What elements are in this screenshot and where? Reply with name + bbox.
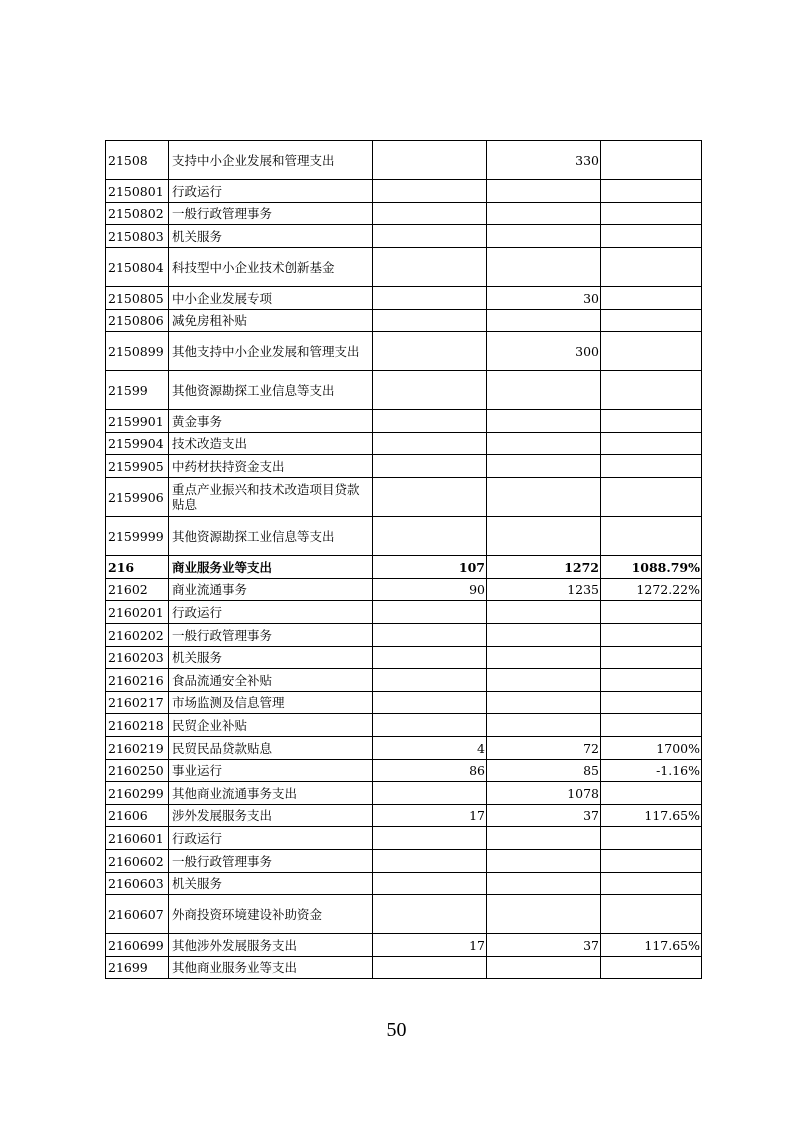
- value-2020-cell: 330: [487, 141, 601, 180]
- name-cell: 商业服务业等支出: [169, 556, 373, 579]
- table-row: [106, 141, 702, 180]
- code-cell: 2160699: [106, 934, 169, 957]
- table-row: [106, 248, 702, 287]
- value-2019-cell: [373, 225, 487, 248]
- code-cell: 2160603: [106, 873, 169, 895]
- page-number: 50: [386, 1019, 407, 1041]
- change-rate-cell: [601, 203, 702, 225]
- value-2019-cell: [373, 180, 487, 203]
- change-rate-cell: [601, 248, 702, 287]
- code-cell: 2160217: [106, 692, 169, 714]
- value-2019-cell: 86: [373, 760, 487, 782]
- table-row: [106, 805, 702, 827]
- name-cell: 机关服务: [169, 225, 373, 248]
- value-2020-cell: [487, 225, 601, 248]
- value-2019-cell: 107: [373, 556, 487, 579]
- name-cell: 民贸企业补贴: [169, 714, 373, 737]
- value-2019-cell: [373, 647, 487, 669]
- table-row: [106, 332, 702, 371]
- name-cell: 事业运行: [169, 760, 373, 782]
- code-cell: 2150801: [106, 180, 169, 203]
- name-cell: 重点产业振兴和技术改造项目贷款贴息: [169, 478, 373, 517]
- value-2020-cell: 1078: [487, 782, 601, 805]
- value-2019-cell: [373, 410, 487, 433]
- change-rate-cell: [601, 624, 702, 647]
- name-cell: 商业流通事务: [169, 579, 373, 601]
- code-cell: 2160299: [106, 782, 169, 805]
- name-cell: 涉外发展服务支出: [169, 805, 373, 827]
- value-2019-cell: [373, 827, 487, 850]
- table-row: [106, 873, 702, 895]
- change-rate-cell: [601, 957, 702, 979]
- value-2019-cell: [373, 714, 487, 737]
- change-rate-cell: [601, 332, 702, 371]
- name-cell: 市场监测及信息管理: [169, 692, 373, 714]
- table-row: [106, 433, 702, 455]
- change-rate-cell: [601, 827, 702, 850]
- table-row: [106, 287, 702, 310]
- table-row: [106, 371, 702, 410]
- table-row: [106, 517, 702, 556]
- table-row: [106, 310, 702, 332]
- value-2020-cell: [487, 669, 601, 692]
- value-2020-cell: [487, 203, 601, 225]
- value-2019-cell: [373, 248, 487, 287]
- code-cell: 2159904: [106, 433, 169, 455]
- code-cell: 2160218: [106, 714, 169, 737]
- table-row: [106, 647, 702, 669]
- name-cell: 其他资源勘探工业信息等支出: [169, 371, 373, 410]
- value-2020-cell: [487, 850, 601, 873]
- name-cell: 黄金事务: [169, 410, 373, 433]
- value-2020-cell: [487, 410, 601, 433]
- value-2019-cell: [373, 895, 487, 934]
- name-cell: 民贸民品贷款贴息: [169, 737, 373, 760]
- name-cell: 科技型中小企业技术创新基金: [169, 248, 373, 287]
- code-cell: 2159906: [106, 478, 169, 517]
- value-2019-cell: [373, 692, 487, 714]
- table-body: [106, 141, 702, 979]
- value-2020-cell: [487, 248, 601, 287]
- table-row: [106, 478, 702, 517]
- value-2019-cell: [373, 332, 487, 371]
- value-2020-cell: [487, 455, 601, 478]
- value-2020-cell: [487, 433, 601, 455]
- change-rate-cell: [601, 287, 702, 310]
- value-2020-cell: [487, 873, 601, 895]
- change-rate-cell: [601, 782, 702, 805]
- change-rate-cell: [601, 310, 702, 332]
- table-row: [106, 737, 702, 760]
- name-cell: 中小企业发展专项: [169, 287, 373, 310]
- change-rate-cell: [601, 601, 702, 624]
- value-2019-cell: 90: [373, 579, 487, 601]
- table-row: [106, 669, 702, 692]
- value-2020-cell: 37: [487, 805, 601, 827]
- change-rate-cell: [601, 873, 702, 895]
- value-2019-cell: [373, 517, 487, 556]
- name-cell: 其他资源勘探工业信息等支出: [169, 517, 373, 556]
- table-row: [106, 579, 702, 601]
- name-cell: 其他商业流通事务支出: [169, 782, 373, 805]
- value-2020-cell: 37: [487, 934, 601, 957]
- name-cell: 一般行政管理事务: [169, 203, 373, 225]
- value-2019-cell: [373, 601, 487, 624]
- code-cell: 2150804: [106, 248, 169, 287]
- code-cell: 2159905: [106, 455, 169, 478]
- value-2019-cell: [373, 850, 487, 873]
- table-row: [106, 827, 702, 850]
- value-2020-cell: [487, 517, 601, 556]
- table-row: [106, 895, 702, 934]
- code-cell: 2159901: [106, 410, 169, 433]
- table-row: [106, 203, 702, 225]
- value-2020-cell: [487, 895, 601, 934]
- change-rate-cell: 117.65%: [601, 934, 702, 957]
- value-2019-cell: [373, 433, 487, 455]
- name-cell: 减免房租补贴: [169, 310, 373, 332]
- table-row: [106, 934, 702, 957]
- change-rate-cell: 1088.79%: [601, 556, 702, 579]
- name-cell: 机关服务: [169, 647, 373, 669]
- value-2020-cell: [487, 624, 601, 647]
- change-rate-cell: [601, 669, 702, 692]
- value-2020-cell: [487, 180, 601, 203]
- value-2020-cell: 85: [487, 760, 601, 782]
- value-2019-cell: [373, 957, 487, 979]
- change-rate-cell: [601, 225, 702, 248]
- value-2019-cell: [373, 478, 487, 517]
- change-rate-cell: [601, 692, 702, 714]
- value-2019-cell: [373, 371, 487, 410]
- value-2019-cell: [373, 455, 487, 478]
- table-row: [106, 410, 702, 433]
- code-cell: 21699: [106, 957, 169, 979]
- value-2020-cell: [487, 692, 601, 714]
- change-rate-cell: 117.65%: [601, 805, 702, 827]
- value-2020-cell: [487, 714, 601, 737]
- value-2019-cell: 17: [373, 805, 487, 827]
- value-2020-cell: 300: [487, 332, 601, 371]
- change-rate-cell: [601, 141, 702, 180]
- code-cell: 216: [106, 556, 169, 579]
- name-cell: 机关服务: [169, 873, 373, 895]
- name-cell: 其他商业服务业等支出: [169, 957, 373, 979]
- table-row: [106, 714, 702, 737]
- change-rate-cell: [601, 850, 702, 873]
- change-rate-cell: [601, 433, 702, 455]
- value-2020-cell: [487, 601, 601, 624]
- table-row: [106, 760, 702, 782]
- table-row: [106, 556, 702, 579]
- name-cell: 行政运行: [169, 601, 373, 624]
- code-cell: 2150899: [106, 332, 169, 371]
- change-rate-cell: [601, 895, 702, 934]
- name-cell: 一般行政管理事务: [169, 624, 373, 647]
- table-row: [106, 180, 702, 203]
- change-rate-cell: [601, 455, 702, 478]
- budget-table: [105, 140, 702, 979]
- value-2019-cell: [373, 310, 487, 332]
- value-2020-cell: [487, 957, 601, 979]
- name-cell: 行政运行: [169, 827, 373, 850]
- change-rate-cell: [601, 714, 702, 737]
- value-2020-cell: 72: [487, 737, 601, 760]
- value-2020-cell: 1235: [487, 579, 601, 601]
- table-row: [106, 624, 702, 647]
- change-rate-cell: -1.16%: [601, 760, 702, 782]
- value-2019-cell: 4: [373, 737, 487, 760]
- code-cell: 21606: [106, 805, 169, 827]
- value-2019-cell: [373, 624, 487, 647]
- code-cell: 2160202: [106, 624, 169, 647]
- table-row: [106, 782, 702, 805]
- value-2019-cell: [373, 141, 487, 180]
- code-cell: 2160216: [106, 669, 169, 692]
- code-cell: 2160203: [106, 647, 169, 669]
- name-cell: 食品流通安全补贴: [169, 669, 373, 692]
- value-2019-cell: [373, 203, 487, 225]
- code-cell: 2159999: [106, 517, 169, 556]
- table-row: [106, 957, 702, 979]
- value-2020-cell: 1272: [487, 556, 601, 579]
- table-row: [106, 850, 702, 873]
- table-row: [106, 455, 702, 478]
- value-2019-cell: [373, 287, 487, 310]
- value-2019-cell: [373, 873, 487, 895]
- value-2020-cell: [487, 478, 601, 517]
- code-cell: 2150806: [106, 310, 169, 332]
- change-rate-cell: [601, 647, 702, 669]
- name-cell: 一般行政管理事务: [169, 850, 373, 873]
- code-cell: 2150805: [106, 287, 169, 310]
- table-row: [106, 692, 702, 714]
- change-rate-cell: 1700%: [601, 737, 702, 760]
- code-cell: 21508: [106, 141, 169, 180]
- code-cell: 2160219: [106, 737, 169, 760]
- change-rate-cell: [601, 371, 702, 410]
- value-2019-cell: [373, 782, 487, 805]
- name-cell: 行政运行: [169, 180, 373, 203]
- table-row: [106, 225, 702, 248]
- change-rate-cell: 1272.22%: [601, 579, 702, 601]
- table-row: [106, 601, 702, 624]
- name-cell: 支持中小企业发展和管理支出: [169, 141, 373, 180]
- value-2019-cell: [373, 669, 487, 692]
- value-2020-cell: [487, 827, 601, 850]
- change-rate-cell: [601, 478, 702, 517]
- code-cell: 2150802: [106, 203, 169, 225]
- value-2019-cell: 17: [373, 934, 487, 957]
- name-cell: 外商投资环境建设补助资金: [169, 895, 373, 934]
- value-2020-cell: 30: [487, 287, 601, 310]
- name-cell: 中药材扶持资金支出: [169, 455, 373, 478]
- change-rate-cell: [601, 410, 702, 433]
- change-rate-cell: [601, 517, 702, 556]
- code-cell: 21599: [106, 371, 169, 410]
- value-2020-cell: [487, 371, 601, 410]
- code-cell: 2160602: [106, 850, 169, 873]
- code-cell: 2160601: [106, 827, 169, 850]
- value-2020-cell: [487, 310, 601, 332]
- code-cell: 2160201: [106, 601, 169, 624]
- name-cell: 技术改造支出: [169, 433, 373, 455]
- code-cell: 2160250: [106, 760, 169, 782]
- change-rate-cell: [601, 180, 702, 203]
- code-cell: 2160607: [106, 895, 169, 934]
- code-cell: 2150803: [106, 225, 169, 248]
- value-2020-cell: [487, 647, 601, 669]
- name-cell: 其他支持中小企业发展和管理支出: [169, 332, 373, 371]
- name-cell: 其他涉外发展服务支出: [169, 934, 373, 957]
- code-cell: 21602: [106, 579, 169, 601]
